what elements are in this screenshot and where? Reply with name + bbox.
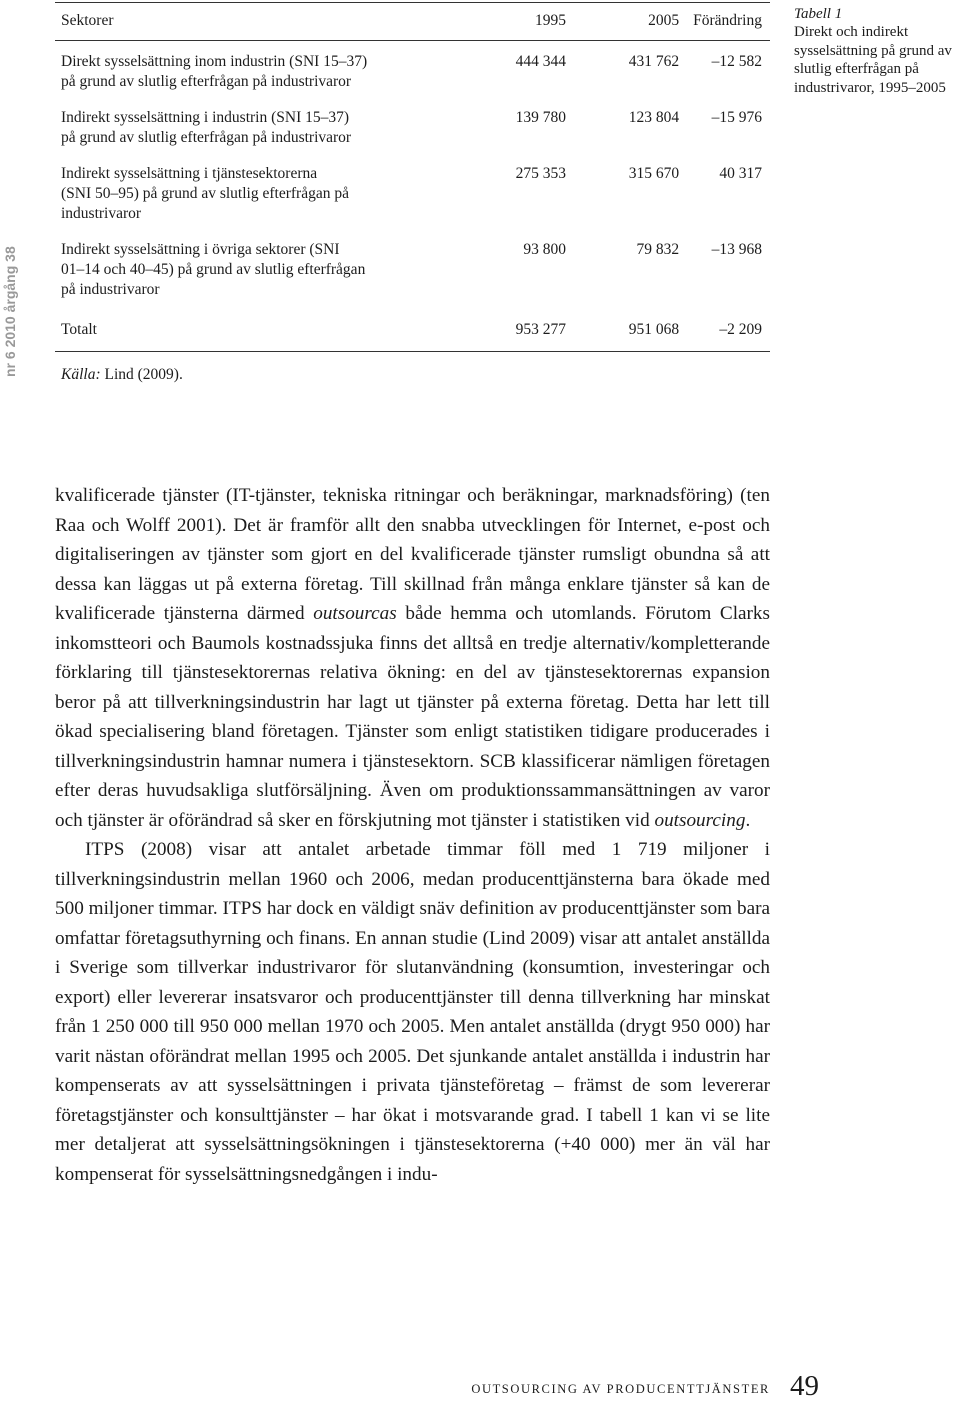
caption-title: Tabell 1 — [794, 6, 843, 22]
source-text: Lind (2009). — [100, 366, 183, 383]
value-change: –15 976 — [711, 109, 762, 126]
value-1995: 444 344 — [515, 53, 566, 70]
table-source — [61, 366, 183, 384]
italic-term: outsourcing — [654, 809, 746, 831]
sector-line: Direkt sysselsättning inom industrin (SNI 15–37) — [61, 53, 368, 70]
sector-cell — [55, 164, 451, 240]
sector-line: på grund av slutlig efterfrågan på industrivaror — [61, 73, 352, 90]
table-total-row — [55, 316, 770, 352]
header-sectors: Sektorer — [61, 12, 114, 29]
paragraph — [55, 481, 770, 835]
paragraph: ITPS (2008) visar att antalet arbetade timmar föll med 1 719 miljoner i tillverkningsindustrin mellan 1960 och 2006, medan producenttjänsterna bara ökade med 500 miljoner timmar. ITPS har dock en väldigt snäv definition av producenttjänster som bara omfattar företagsuthyrning och finans. En annan studie (Lind 2009) visar att antalet anställda i Sverige som tillverkar industrivaror för slutanvändning (konsumtion, investeringar och export) eller levererar insatsvaror och producenttjänster till denna tillverkning har minskat från 1 250 000 till 950 000 mellan 1970 och 2005. Men antalet anställda (drygt 950 000) har varit nästan oförändrat mellan 1995 och 2005. Det sjunkande antalet anställda i industrin har kompenserats av att sysselsättningen i privata tjänsteföretag – främst de som levererar företagstjänster och konsulttjänster – har ökat i motsvarande grad. I tabell 1 kan vi se lite mer detaljerat att sysselsättningsökningen i tjänstesektorerna (+40 000) mer än väl har kompenserat för sysselsättningsnedgången i indu- — [55, 839, 770, 1185]
sector-line: Indirekt sysselsättning i industrin (SNI 15–37) — [61, 109, 350, 126]
sector-line: industrivaror — [61, 205, 142, 222]
employment-table — [55, 2, 770, 352]
table-row — [55, 240, 770, 316]
sector-line: på industrivaror — [61, 281, 160, 298]
total-1995: 953 277 — [515, 321, 566, 338]
sector-line: 01–14 och 40–45) på grund av slutlig efterfrågan — [61, 261, 366, 278]
value-change: –12 582 — [711, 53, 762, 70]
page-number: 49 — [790, 1370, 819, 1402]
paragraph-text: både hemma och utomlands. Förutom Clarks inkomstteori och Baumols kostnadssjuka finns det alltså en tredje alternativ/kompletterande förklaring till tjänstesektorernas relativa ökning: en del av tjänstesektorernas expansion beror på att tillverkningsindustrin har lagt ut tjänster på externa företag. Detta har lett till ökad specialisering bland företagen. Tjänster som enligt statistiken tidigare producerades i tillverkningsindustrin hamnar numera i tjänstesektorn. SCB klassificerar nämligen företagen efter deras huvudsakliga slutförsäljning. Även om produktionssammansättningen av varor och tjänster är oförändrad så sker en förskjutning mot tjänster i statistiken vid — [55, 603, 770, 831]
sector-line: på grund av slutlig efterfrågan på industrivaror — [61, 129, 352, 146]
table-row — [55, 164, 770, 240]
sector-cell — [55, 108, 451, 164]
value-2005: 315 670 — [628, 165, 680, 182]
header-1995: 1995 — [534, 12, 566, 29]
caption-text: Direkt och indirekt sysselsättning på grund av slutlig efterfrågan på industrivaror, 1995–2005 — [794, 24, 952, 96]
sector-cell — [55, 41, 451, 109]
paragraph-text: kvalificerade tjänster (IT-tjänster, tekniska ritningar och beräkningar, marknadsföring) (ten Raa och Wolff 2001). Det är framför allt den snabba utvecklingen för Internet, e-post och digitaliseringen av tjänster som gjort en del kvalificerade tjänster rumsligt obundna så att dessa kan läggas ut på externa företag. Till skillnad från många enklare tjänster så kan de kvalificerade tjänsterna därmed — [55, 485, 770, 624]
value-1995: 139 780 — [515, 109, 566, 126]
table-caption — [794, 5, 954, 97]
value-change: 40 317 — [719, 165, 762, 182]
sector-line: (SNI 50–95) på grund av slutlig efterfrågan på — [61, 185, 349, 202]
paragraph-text: . — [745, 809, 751, 831]
value-1995: 275 353 — [515, 165, 566, 182]
sector-line: Indirekt sysselsättning i tjänstesektorerna — [61, 165, 318, 182]
journal-issue-label: nr 6 2010 årgång 38 — [2, 246, 18, 378]
table-row — [55, 41, 770, 109]
total-2005: 951 068 — [628, 321, 680, 338]
value-1995: 93 800 — [523, 241, 566, 258]
sector-cell — [55, 240, 451, 316]
total-label: Totalt — [61, 321, 97, 338]
total-change: –2 209 — [719, 321, 762, 338]
source-label: Källa: — [61, 366, 101, 383]
value-2005: 431 762 — [628, 53, 680, 70]
value-2005: 79 832 — [636, 241, 680, 258]
header-2005: 2005 — [648, 12, 680, 29]
italic-term: outsourcas — [313, 603, 397, 624]
table-header-row — [55, 3, 770, 41]
sector-line: Indirekt sysselsättning i övriga sektorer (SNI — [61, 241, 340, 258]
running-head: OUTSOURCING AV PRODUCENTTJÄNSTER — [471, 1382, 770, 1396]
value-change: –13 968 — [711, 241, 762, 258]
body-text — [55, 481, 770, 1189]
header-change: Förändring — [693, 12, 762, 29]
table-row — [55, 108, 770, 164]
value-2005: 123 804 — [628, 109, 680, 126]
